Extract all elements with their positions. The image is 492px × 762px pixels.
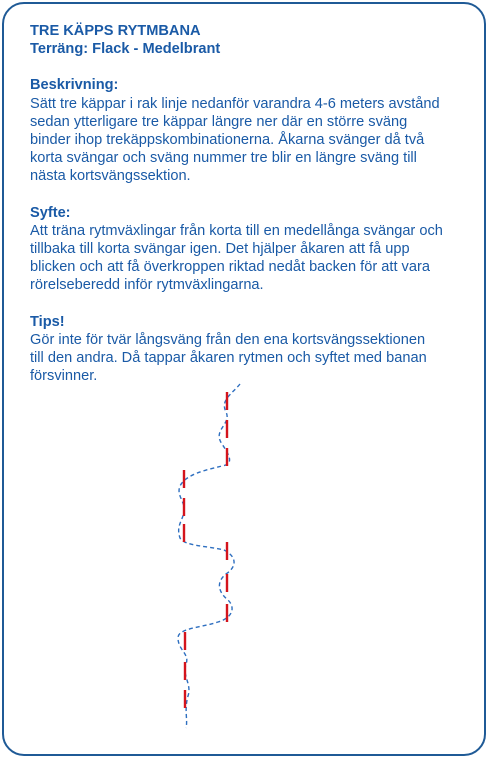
purpose-line: tillbaka till korta svängar igen. Det hjälper åkaren att få upp [30,241,410,258]
purpose-line: rörelseberedd inför rytmväxlingarna. [30,277,264,294]
description-line: sedan ytterligare tre käppar längre ner där en större sväng [30,113,408,130]
description-heading: Beskrivning: [30,77,119,94]
description-line: korta svängar och sväng nummer tre blir en längre sväng till [30,150,417,167]
tips-line: till den andra. Då tappar åkaren rytmen och syftet med banan [30,350,427,367]
tips-line: försvinner. [30,368,98,385]
document-subtitle: Terräng: Flack - Medelbrant [30,41,221,58]
purpose-line: Att träna rytmväxlingar från korta till en medellånga svängar och [30,222,443,239]
tips-heading: Tips! [30,313,65,330]
tips-line: Gör inte för tvär långsväng från den ena kortsvängssektionen [30,331,426,348]
document-text [30,22,480,385]
document-title: TRE KÄPPS RYTMBANA [30,23,201,39]
description-line: Sätt tre käppar i rak linje nedanför varandra 4-6 meters avstånd [30,95,440,112]
purpose-heading: Syfte: [30,204,71,221]
description-line: binder ihop trekäppskombinationerna. Åkarna svänger då två [30,132,425,149]
purpose-line: blicken och att få överkroppen riktad nedåt backen för att vara [30,259,430,276]
description-line: nästa kortsvängssektion. [30,168,191,185]
